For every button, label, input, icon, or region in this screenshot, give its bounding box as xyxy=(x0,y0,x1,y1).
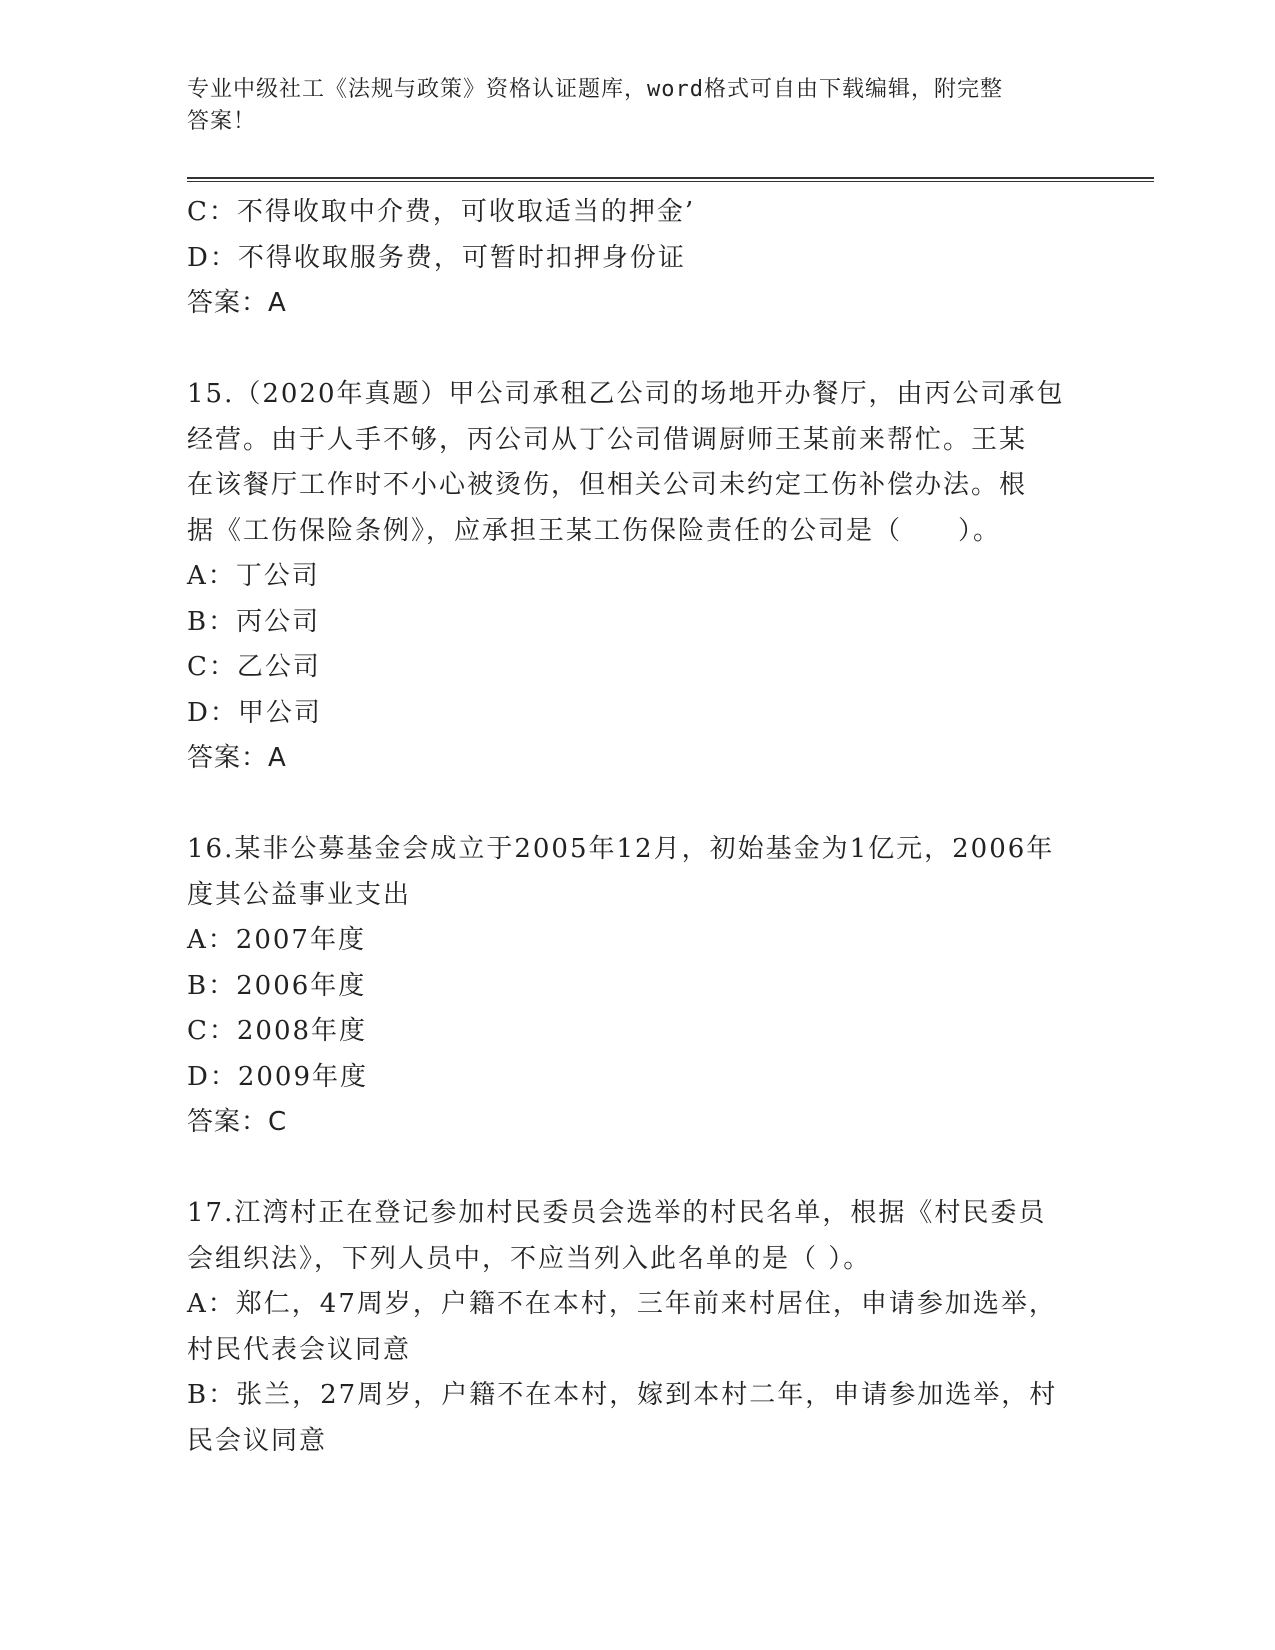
answer-line: 答案：C xyxy=(187,1107,288,1137)
answer-line: 答案：A xyxy=(187,743,287,773)
option-a: A：丁公司 xyxy=(187,561,320,591)
document-body xyxy=(187,190,1087,1464)
option-c: C：乙公司 xyxy=(187,652,321,682)
question-stem-line: 15.（2020年真题）甲公司承租乙公司的场地开办餐厅，由丙公司承包 xyxy=(187,379,1065,409)
spacer xyxy=(187,327,1087,373)
question-stem-line: 会组织法》，下列人员中，不应当列入此名单的是（ ）。 xyxy=(187,1243,872,1274)
option-a: A：2007年度 xyxy=(187,925,366,955)
option-c: C：不得收取中介费，可收取适当的押金’ xyxy=(187,197,696,227)
header-divider xyxy=(187,177,1154,182)
answer-line: 答案：A xyxy=(187,288,287,318)
option-b: B：张兰，27周岁，户籍不在本村，嫁到本村二年，申请参加选举，村 xyxy=(187,1380,1058,1410)
question-stem-line: 16.某非公募基金会成立于2005年12月，初始基金为1亿元，2006年 xyxy=(187,834,1055,864)
header-title-line-1: 专业中级社工《法规与政策》资格认证题库，word格式可自由下载编辑，附完整 xyxy=(187,77,1003,102)
option-d: D：甲公司 xyxy=(187,697,322,728)
option-a-continued: 村民代表会议同意 xyxy=(187,1334,412,1365)
option-b-continued: 民会议同意 xyxy=(187,1425,328,1456)
spacer xyxy=(187,1146,1087,1192)
spacer xyxy=(187,782,1087,828)
question-stem-line: 据《工伤保险条例》，应承担王某工伤保险责任的公司是（ ）。 xyxy=(187,515,1002,546)
option-a: A：郑仁，47周岁，户籍不在本村，三年前来村居住，申请参加选举， xyxy=(187,1289,1057,1319)
question-stem-line: 在该餐厅工作时不小心被烫伤，但相关公司未约定工伤补偿办法。根 xyxy=(187,470,1028,500)
question-14-continued xyxy=(187,190,1087,327)
question-stem-line: 经营。由于人手不够，丙公司从丁公司借调厨师王某前来帮忙。王某 xyxy=(187,424,1028,455)
option-b: B：丙公司 xyxy=(187,606,321,637)
question-stem-line: 17.江湾村正在登记参加村民委员会选举的村民名单，根据《村民委员 xyxy=(187,1198,1047,1228)
option-d: D：2009年度 xyxy=(187,1061,369,1092)
question-17 xyxy=(187,1191,1087,1464)
question-15 xyxy=(187,372,1087,782)
option-d: D：不得收取服务费，可暂时扣押身份证 xyxy=(187,242,686,273)
option-b: B：2006年度 xyxy=(187,970,367,1001)
option-c: C：2008年度 xyxy=(187,1016,368,1046)
question-stem-line: 度其公益事业支出 xyxy=(187,879,412,910)
document-header xyxy=(187,74,1087,138)
header-title-line-2: 答案！ xyxy=(187,109,257,134)
question-16 xyxy=(187,827,1087,1146)
